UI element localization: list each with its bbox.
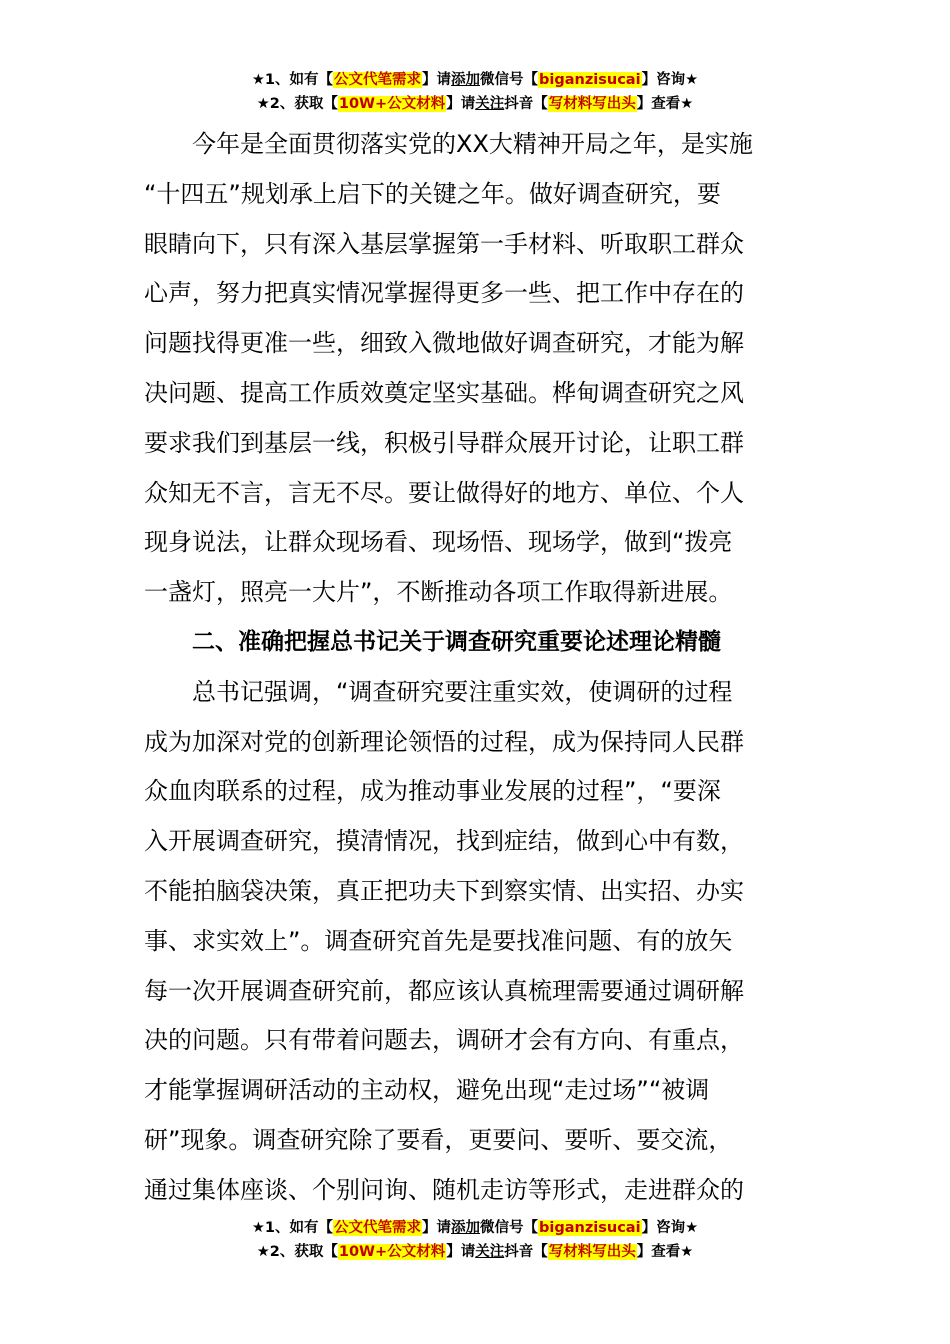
promo-banner-bottom — [0, 1216, 950, 1264]
promo-highlight: 10W+公文材料 — [338, 96, 446, 112]
paragraph-line: 要求我们到基层一线，积极引导群众展开讨论，让职工群 — [144, 428, 744, 457]
promo-text: ★1、如有【 — [251, 72, 334, 88]
paragraph-line: 现身说法，让群众现场看、现场悟、现场学，做到“拨亮 — [144, 528, 733, 557]
paragraph-line: 众血肉联系的过程，成为推动事业发展的过程”，“要深 — [144, 777, 721, 806]
promo-text: 微信号【 — [480, 72, 539, 88]
paragraph-line: 每一次开展调查研究前，都应该认真梳理需要通过调研解 — [144, 976, 744, 1005]
promo-banner-top — [0, 68, 950, 116]
promo-highlight: 10W+公文材料 — [338, 1244, 446, 1260]
paragraph-line: 众知无不言，言无不尽。要让做得好的地方、单位、个人 — [144, 478, 744, 507]
paragraph-line: 眼睛向下，只有深入基层掌握第一手材料、听取职工群众 — [144, 229, 744, 258]
section-heading: 二、准确把握总书记关于调查研究重要论述理论精髓 — [192, 628, 721, 655]
promo-underline: 添加 — [451, 72, 481, 88]
paragraph-line: 研”现象。调查研究除了要看，更要问、要听、要交流， — [144, 1125, 733, 1154]
promo-text: 】请 — [422, 72, 452, 88]
paragraph-line: 入开展调查研究，摸清情况，找到症结，做到心中有数， — [144, 827, 744, 856]
promo-text: 】请 — [446, 1244, 476, 1260]
promo-text: ★1、如有【 — [251, 1220, 334, 1236]
promo-text: 】请 — [422, 1220, 452, 1236]
promo-text: 】咨询★ — [641, 1220, 699, 1236]
promo-highlight: 写材料写出头 — [548, 1244, 636, 1260]
paragraph-line: 心声，努力把真实情况掌握得更多一些、把工作中存在的 — [144, 279, 744, 308]
promo-text: 】请 — [446, 96, 476, 112]
paragraph-line: 事、求实效上”。调查研究首先是要找准问题、有的放矢 — [144, 926, 733, 955]
promo-text: 】查看★ — [636, 1244, 694, 1260]
promo-underline: 关注 — [475, 1244, 505, 1260]
paragraph-line: 问题找得更准一些，细致入微地做好调查研究，才能为解 — [144, 329, 744, 358]
promo-line-1 — [0, 68, 950, 92]
paragraph-line: 决的问题。只有带着问题去，调研才会有方向、有重点， — [144, 1026, 744, 1055]
promo-text: 】咨询★ — [641, 72, 699, 88]
promo-text: ★2、获取【 — [256, 96, 338, 112]
promo-text: 微信号【 — [480, 1220, 539, 1236]
promo-underline: 添加 — [451, 1220, 481, 1236]
promo-highlight: biganzisucai — [539, 1220, 641, 1236]
paragraph-line: 通过集体座谈、个别问询、随机走访等形式，走进群众的 — [144, 1175, 744, 1204]
promo-text: 抖音【 — [504, 1244, 548, 1260]
paragraph-line: 今年是全面贯彻落实党的XX大精神开局之年，是实施 — [192, 130, 753, 158]
promo-highlight: 公文代笔需求 — [334, 1220, 422, 1236]
paragraph-line: 总书记强调，“调查研究要注重实效，使调研的过程 — [192, 677, 733, 706]
promo-line-1 — [0, 1216, 950, 1240]
promo-highlight: 公文代笔需求 — [334, 72, 422, 88]
promo-text: ★2、获取【 — [256, 1244, 338, 1260]
promo-text: 】查看★ — [636, 96, 694, 112]
promo-highlight: biganzisucai — [539, 72, 641, 88]
promo-underline: 关注 — [475, 96, 505, 112]
paragraph-line: 一盏灯，照亮一大片”，不断推动各项工作取得新进展。 — [144, 578, 733, 607]
promo-highlight: 写材料写出头 — [548, 96, 636, 112]
paragraph-line: 不能拍脑袋决策，真正把功夫下到察实情、出实招、办实 — [144, 876, 744, 905]
paragraph-line: 才能掌握调研活动的主动权，避免出现“走过场”“被调 — [144, 1076, 710, 1105]
promo-line-2 — [0, 1240, 950, 1264]
body-text — [144, 120, 807, 1216]
paragraph-line: 成为加深对党的创新理论领悟的过程，成为保持同人民群 — [144, 727, 744, 756]
promo-text: 抖音【 — [504, 96, 548, 112]
paragraph-line: “十四五”规划承上启下的关键之年。做好调查研究，要 — [144, 179, 721, 208]
paragraph-line: 决问题、提高工作质效奠定坚实基础。桦甸调查研究之风 — [144, 378, 744, 407]
promo-line-2 — [0, 92, 950, 116]
